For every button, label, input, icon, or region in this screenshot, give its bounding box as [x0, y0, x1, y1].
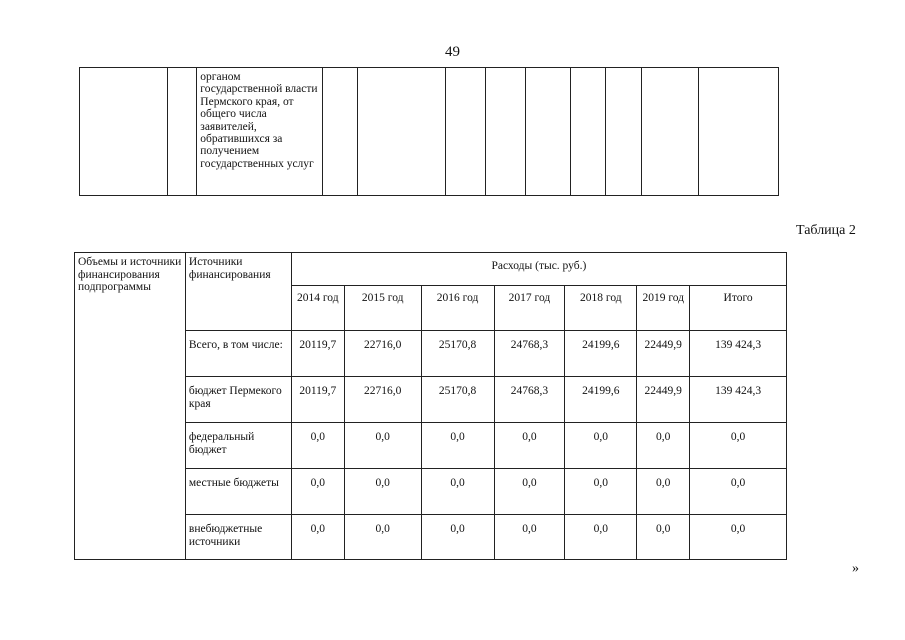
- value-cell: 0,0: [637, 423, 690, 469]
- continued-table: [79, 67, 779, 196]
- value-cell: 0,0: [494, 515, 565, 560]
- header-row: [75, 253, 787, 286]
- total-cell: 0,0: [690, 423, 787, 469]
- table-cell: [168, 68, 197, 196]
- table-row: [80, 68, 779, 196]
- value-cell: 24199,6: [565, 331, 637, 377]
- table-cell: [699, 68, 779, 196]
- value-cell: 25170,8: [421, 377, 494, 423]
- closing-quote: »: [852, 561, 859, 576]
- value-cell: 0,0: [565, 423, 637, 469]
- value-cell: 20119,7: [291, 331, 344, 377]
- table-cell: [357, 68, 445, 196]
- value-cell: 0,0: [291, 515, 344, 560]
- volumes-label: Объемы и источники финансирования подпрограммы: [75, 253, 186, 560]
- table-cell: [570, 68, 606, 196]
- year-header: 2016 год: [421, 286, 494, 331]
- table-cell: [445, 68, 485, 196]
- table-cell: [526, 68, 570, 196]
- value-cell: 0,0: [637, 469, 690, 515]
- total-cell: 0,0: [690, 515, 787, 560]
- year-header: 2017 год: [494, 286, 565, 331]
- value-cell: 22449,9: [637, 377, 690, 423]
- total-cell: 139 424,3: [690, 377, 787, 423]
- total-cell: 139 424,3: [690, 331, 787, 377]
- total-cell: 0,0: [690, 469, 787, 515]
- page-number: 49: [445, 44, 460, 60]
- year-header: 2019 год: [637, 286, 690, 331]
- value-cell: 24768,3: [494, 331, 565, 377]
- value-cell: 0,0: [344, 515, 421, 560]
- year-header: 2015 год: [344, 286, 421, 331]
- value-cell: 0,0: [344, 469, 421, 515]
- source-label: Всего, в том числе:: [185, 331, 291, 377]
- financing-table: [74, 252, 787, 560]
- value-cell: 22716,0: [344, 331, 421, 377]
- value-cell: 0,0: [421, 423, 494, 469]
- expenses-label: Расходы (тыс. руб.): [291, 253, 786, 286]
- source-label: бюджет Пермекого края: [185, 377, 291, 423]
- source-label: местные бюджеты: [185, 469, 291, 515]
- value-cell: 24199,6: [565, 377, 637, 423]
- value-cell: 0,0: [494, 469, 565, 515]
- year-header: 2018 год: [565, 286, 637, 331]
- value-cell: 22716,0: [344, 377, 421, 423]
- value-cell: 24768,3: [494, 377, 565, 423]
- value-cell: 0,0: [565, 515, 637, 560]
- table-cell: [606, 68, 642, 196]
- value-cell: 22449,9: [637, 331, 690, 377]
- value-cell: 0,0: [565, 469, 637, 515]
- value-cell: 0,0: [421, 515, 494, 560]
- table-cell: [641, 68, 698, 196]
- continued-text: органом государственной власти Пермского края, от общего числа заявителей, обратившихся за получением государственных услуг: [200, 71, 318, 170]
- table-cell: [80, 68, 168, 196]
- value-cell: 25170,8: [421, 331, 494, 377]
- value-cell: 0,0: [291, 469, 344, 515]
- sources-label: Источники финансирования: [185, 253, 291, 331]
- value-cell: 0,0: [494, 423, 565, 469]
- value-cell: 0,0: [344, 423, 421, 469]
- table-label: Таблица 2: [796, 223, 856, 238]
- table-cell: [486, 68, 526, 196]
- table-cell: [322, 68, 357, 196]
- value-cell: 0,0: [637, 515, 690, 560]
- value-cell: 0,0: [291, 423, 344, 469]
- source-label: федеральный бюджет: [185, 423, 291, 469]
- value-cell: 0,0: [421, 469, 494, 515]
- source-label: внебюджетные источники: [185, 515, 291, 560]
- year-header: 2014 год: [291, 286, 344, 331]
- table-cell: [197, 68, 323, 196]
- value-cell: 20119,7: [291, 377, 344, 423]
- total-header: Итого: [690, 286, 787, 331]
